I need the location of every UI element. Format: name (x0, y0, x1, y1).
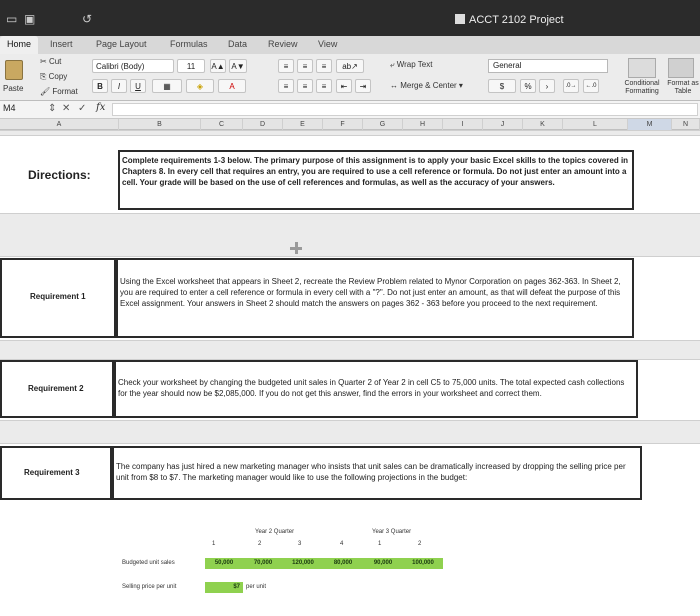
directions-box (118, 150, 634, 210)
per-unit-label: per unit (246, 584, 267, 590)
tab-insert[interactable]: Insert (50, 39, 73, 49)
copy-label: Copy (48, 72, 68, 81)
merge-center-button[interactable]: ↔ Merge & Center ▾ (390, 81, 463, 90)
column-header-a[interactable]: A (0, 119, 119, 130)
requirement-1-label: Requirement 1 (30, 292, 86, 301)
wrap-text-button[interactable]: ⤶ Wrap Text (390, 60, 433, 69)
column-header-h[interactable]: H (403, 119, 443, 130)
requirement-1-box (116, 258, 634, 338)
selling-price-cell[interactable]: $7 (205, 582, 243, 593)
number-format-select[interactable]: General (488, 59, 608, 73)
row-band (0, 213, 700, 257)
align-bottom-button[interactable]: ≡ (316, 59, 332, 73)
requirement-2-text: Check your worksheet by changing the budgeted unit sales in Quarter 2 of Year 2 in cell C5 to 75,000 units. The total expected cash collections for the year should now be $2,085,000. If you do not get this answer, find the errors in your worksheet and correct them. (118, 378, 625, 398)
name-box[interactable]: M4 (3, 103, 16, 113)
tab-home[interactable]: Home (0, 36, 38, 54)
enter-icon[interactable]: ✓ (78, 103, 87, 114)
paste-icon[interactable] (5, 60, 23, 80)
borders-button[interactable]: ▦ (152, 79, 182, 93)
column-header-j[interactable]: J (483, 119, 523, 130)
requirement-2-box (114, 360, 638, 418)
column-header-k[interactable]: K (523, 119, 563, 130)
wrap-text-label: Wrap Text (396, 60, 433, 69)
quarter-y2-q4: 4 (340, 541, 344, 547)
underline-button[interactable]: U (130, 79, 146, 93)
conditional-formatting-label[interactable]: Conditional Formatting (624, 80, 660, 95)
italic-button[interactable]: I (111, 79, 127, 93)
unit-sales-y3-q1[interactable]: 90,000 (363, 558, 403, 569)
quarter-y3-q2: 2 (418, 541, 422, 547)
tab-view[interactable]: View (318, 39, 338, 49)
column-header-d[interactable]: D (243, 119, 283, 130)
increase-decimal-button[interactable]: .0→ (563, 79, 579, 93)
document-title (455, 14, 564, 26)
formula-bar (0, 101, 700, 119)
requirement-3-label: Requirement 3 (24, 468, 80, 477)
year2-quarter-label: Year 2 Quarter (255, 529, 295, 535)
conditional-formatting-icon[interactable] (628, 58, 656, 78)
format-as-table-icon[interactable] (668, 58, 694, 78)
row-band (0, 340, 700, 360)
column-header-b[interactable]: B (119, 119, 201, 130)
budgeted-unit-sales-label: Budgeted unit sales (122, 560, 175, 566)
format-label: Format (52, 87, 78, 96)
align-middle-button[interactable]: ≡ (297, 59, 313, 73)
requirement-3-box (112, 446, 642, 500)
excel-doc-icon (455, 14, 465, 24)
cut-label: Cut (48, 57, 62, 66)
ribbon-tabs (0, 36, 700, 54)
cell-cursor-icon (290, 242, 302, 254)
tab-formulas[interactable]: Formulas (170, 39, 208, 49)
requirement-1-label-box (0, 258, 116, 338)
orientation-button[interactable]: ab↗ (336, 59, 364, 73)
quarter-y2-q2: 2 (258, 541, 262, 547)
font-size-select[interactable]: 11 (177, 59, 205, 73)
column-header-l[interactable]: L (563, 119, 628, 130)
grow-font-button[interactable]: A▲ (210, 59, 226, 73)
requirement-3-label-box (0, 446, 112, 500)
tab-review[interactable]: Review (268, 39, 298, 49)
decrease-decimal-button[interactable]: ←.0 (583, 79, 599, 93)
formula-input[interactable] (112, 103, 698, 116)
copy-button[interactable]: ⎘ Copy (40, 72, 68, 81)
undo-icon[interactable]: ↺ (82, 12, 93, 26)
column-header-c[interactable]: C (201, 119, 243, 130)
decrease-indent-button[interactable]: ⇤ (336, 79, 352, 93)
currency-button[interactable]: $ (488, 79, 516, 93)
increase-indent-button[interactable]: ⇥ (355, 79, 371, 93)
directions-text: Complete requirements 1-3 below. The primary purpose of this assignment is to apply your basic Excel skills to the topics covered in Chapters 8. In every cell that requires an entry, you are required to use a cell reference or formula. Do not just enter an amount into a cell. Your grade will be based on the use of cell references and formulas, as well as the accuracy of your answers. (122, 156, 629, 187)
unit-sales-y2-q1[interactable]: 50,000 (205, 558, 243, 569)
sidebar-icon[interactable]: ▭ (6, 12, 18, 26)
fill-color-button[interactable]: ◈ (186, 79, 214, 93)
column-header-g[interactable]: G (363, 119, 403, 130)
bold-button[interactable]: B (92, 79, 108, 93)
align-left-button[interactable]: ≡ (278, 79, 294, 93)
insert-function-icon[interactable]: fx (96, 102, 106, 113)
align-center-button[interactable]: ≡ (297, 79, 313, 93)
selling-price-label: Selling price per unit (122, 584, 177, 590)
worksheet[interactable] (0, 130, 700, 616)
comma-button[interactable]: › (539, 79, 555, 93)
name-box-stepper-icon[interactable]: ⇕ (48, 103, 57, 114)
row-band (0, 420, 700, 444)
column-header-e[interactable]: E (283, 119, 323, 130)
quarter-y2-q1: 1 (212, 541, 216, 547)
format-painter-button[interactable]: 🖌 Format (40, 87, 78, 96)
font-color-button[interactable]: A (218, 79, 246, 93)
cancel-icon[interactable]: ✕ (62, 103, 71, 114)
directions-label: Directions: (28, 168, 91, 182)
column-headers (0, 119, 700, 130)
quarter-y2-q3: 3 (298, 541, 302, 547)
cut-button[interactable]: ✂ Cut (40, 57, 62, 66)
requirement-1-text: Using the Excel worksheet that appears in Sheet 2, recreate the Review Problem related to Mynor Corporation on pages 362-363. In Sheet 2, you are required to enter a cell reference or formula in every cell with a "?". Do not just enter an amount, as that will defeat the purpose of this Excel assignment. Your answers in Sheet 2 should match the answers on pages 362 - 363 before you proceed to the next requirement. (120, 277, 621, 308)
year3-quarter-label: Year 3 Quarter (372, 529, 412, 535)
font-name-select[interactable]: Calibri (Body) (92, 59, 174, 73)
row-band (0, 130, 700, 136)
column-header-n[interactable]: N (672, 119, 700, 130)
title-bar (0, 0, 700, 36)
ribbon-home (0, 54, 700, 101)
tab-page-layout[interactable]: Page Layout (96, 39, 147, 49)
unit-sales-y2-q3[interactable]: 120,000 (283, 558, 323, 569)
column-header-m[interactable]: M (628, 119, 672, 130)
requirement-3-text: The company has just hired a new marketing manager who insists that unit sales can be dramatically increased by dropping the selling price per unit from $8 to $7. The marketing manager would like to use the following projections in the budget: (116, 462, 626, 482)
percent-button[interactable]: % (520, 79, 536, 93)
unit-sales-y2-q2[interactable]: 70,000 (243, 558, 283, 569)
save-icon[interactable]: ▣ (24, 12, 36, 26)
document-title-text: ACCT 2102 Project (469, 14, 564, 26)
requirement-2-label-box (0, 360, 114, 418)
tab-data[interactable]: Data (228, 39, 248, 49)
quarter-y3-q1: 1 (378, 541, 382, 547)
column-header-f[interactable]: F (323, 119, 363, 130)
merge-center-label: Merge & Center (400, 81, 457, 90)
shrink-font-button[interactable]: A▼ (229, 59, 247, 73)
column-header-i[interactable]: I (443, 119, 483, 130)
align-top-button[interactable]: ≡ (278, 59, 294, 73)
format-as-table-label[interactable]: Format as Table (667, 80, 699, 95)
unit-sales-y2-q4[interactable]: 80,000 (323, 558, 363, 569)
requirement-2-label: Requirement 2 (28, 384, 84, 393)
align-right-button[interactable]: ≡ (316, 79, 332, 93)
unit-sales-y3-q2[interactable]: 100,000 (403, 558, 443, 569)
paste-label[interactable]: Paste (3, 84, 24, 93)
